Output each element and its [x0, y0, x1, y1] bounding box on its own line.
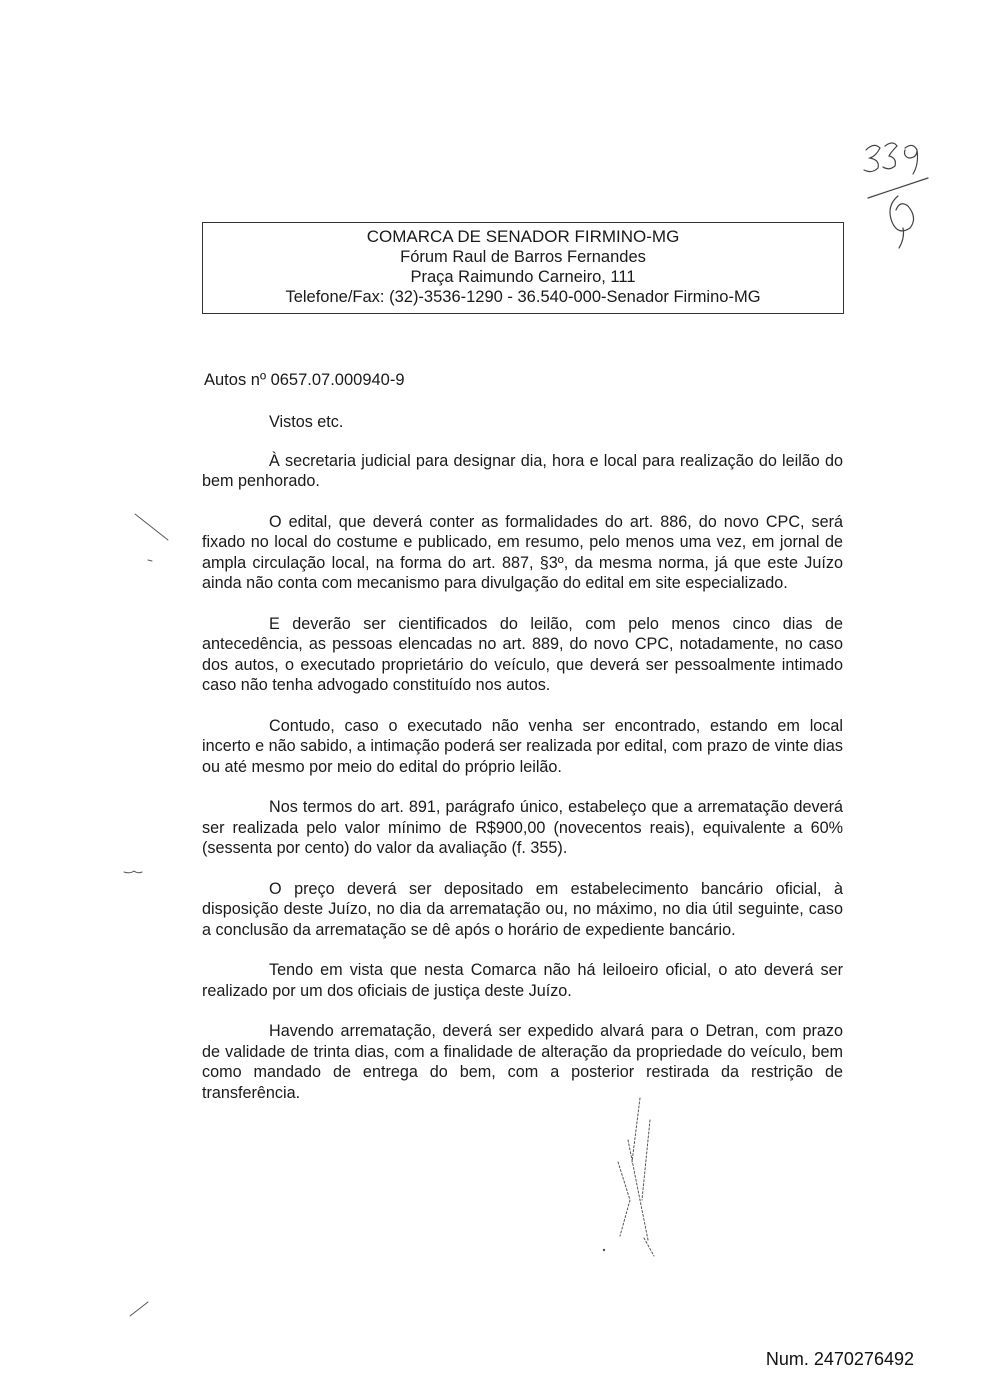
- forum-name: Fórum Raul de Barros Fernandes: [400, 248, 646, 266]
- paragraph-secretaria: À secretaria judicial para designar dia, hora e local para realização do leilão do bem penhorado.: [202, 451, 843, 490]
- paragraph-alvara: Havendo arrematação, deverá ser expedido alvará para o Detran, com prazo de validade de trinta dias, com a finalidade de alteração da propriedade do veículo, bem como mandado de entrega do bem, com a posterior restirada da restrição de transferência.: [202, 1022, 843, 1102]
- paragraph-intimacao: Contudo, caso o executado não venha ser encontrado, estando em local incerto e não sabido, a intimação poderá ser realizada por edital, com prazo de vinte dias ou até mesmo por meio do edital do próprio leilão.: [202, 716, 843, 776]
- ink-dot: [603, 1249, 605, 1251]
- court-phone: Telefone/Fax: (32)-3536-1290 - 36.540-000-Senador Firmino-MG: [285, 288, 761, 306]
- court-address: Praça Raimundo Carneiro, 111: [410, 268, 636, 286]
- court-name: COMARCA DE SENADOR FIRMINO-MG: [366, 227, 680, 246]
- paragraph-edital: O edital, que deverá conter as formalidades do art. 886, do novo CPC, será fixado no local do costume e publicado, em resumo, pelo menos uma vez, em jornal de ampla circulação local, na forma do art. 887, §3º, da mesma norma, já que este Juízo ainda não conta com mecanismo para divulgação do edital em site especializado.: [202, 512, 843, 592]
- paragraph-leiloeiro: Tendo em vista que nesta Comarca não há leiloeiro oficial, o ato deverá ser realizado por um dos oficiais de justiça deste Juízo.: [202, 961, 843, 1000]
- paragraph-cientificados: E deverão ser cientificados do leilão, com pelo menos cinco dias de antecedência, as pessoas elencadas no art. 889, do novo CPC, notadamente, no caso dos autos, o executado proprietário do veículo, que deverá ser pessoalmente intimado caso não tenha advogado constituído nos autos.: [202, 614, 843, 694]
- decision-body: [202, 412, 843, 1123]
- document-number: Num. 2470276492: [765, 1349, 914, 1369]
- paragraph-deposito: O preço deverá ser depositado em estabelecimento bancário oficial, à disposição deste Juízo, no dia da arrematação ou, no máximo, no dia útil seguinte, caso a conclusão da arrematação se dê após o horário de expediente bancário.: [202, 879, 843, 939]
- case-number: Autos nº 0657.07.000940-9: [204, 371, 405, 389]
- paragraph-valor-minimo: Nos termos do art. 891, parágrafo único, estabeleço que a arrematação deverá ser realizada pelo valor mínimo de R$900,00 (novecentos reais), equivalente a 60% (sessenta por cento) do valor da avaliação (f. 355).: [202, 798, 843, 857]
- letterhead-box: [202, 222, 844, 314]
- paragraph-vistos: Vistos etc.: [269, 413, 344, 431]
